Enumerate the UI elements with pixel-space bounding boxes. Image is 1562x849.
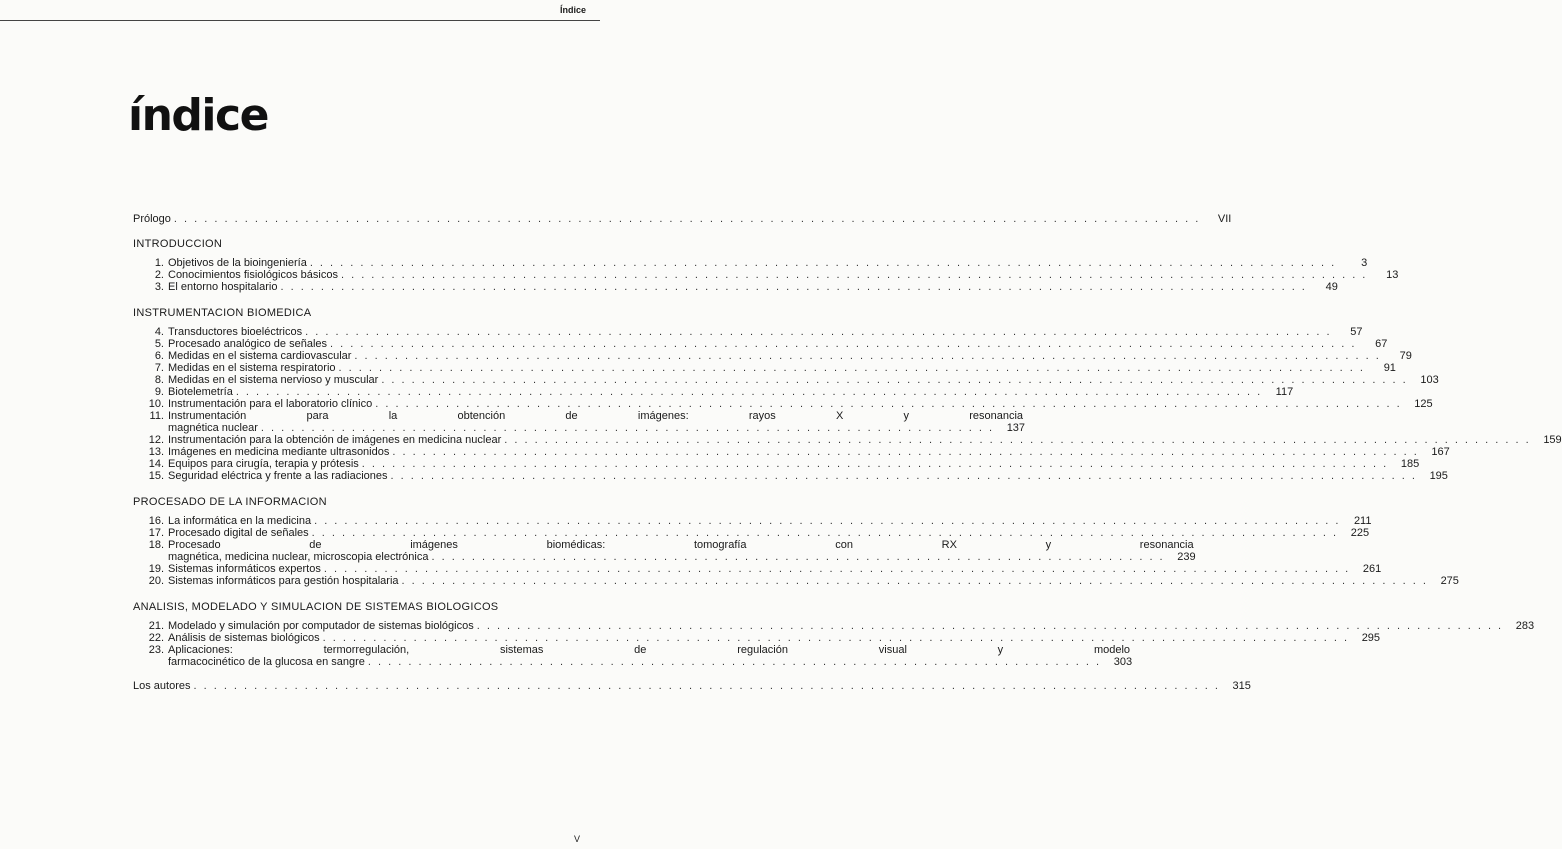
- dot-leader: [431, 551, 1164, 563]
- toc-entry[interactable]: [133, 410, 1026, 434]
- toc-page-number: 185: [1400, 458, 1420, 470]
- toc-entry-text: Sistemas informáticos para gestión hospitalaria: [168, 575, 399, 587]
- toc-entry-text: La informática en la medicina: [168, 515, 312, 527]
- toc-page-number: 225: [1350, 527, 1370, 539]
- toc-entry-number: 3.: [154, 281, 164, 293]
- toc-page-number: 125: [1414, 398, 1433, 410]
- toc-entry-text: Instrumentación para el laboratorio clínico: [168, 398, 373, 410]
- toc-entry-prologo[interactable]: [133, 213, 1232, 225]
- dot-leader: [310, 257, 1336, 269]
- dot-leader: [261, 422, 994, 434]
- toc-entry[interactable]: [133, 386, 1294, 398]
- dot-leader: [323, 632, 1349, 644]
- toc-entry[interactable]: [133, 563, 1382, 575]
- dot-leader: [477, 620, 1503, 632]
- toc-page-number: 49: [1325, 281, 1338, 293]
- dot-leader: [193, 680, 1219, 692]
- toc-page-number: 13: [1386, 269, 1399, 281]
- toc-entry[interactable]: [133, 458, 1420, 470]
- toc-entry-number: 11.: [149, 410, 164, 422]
- toc-page-number: 91: [1383, 362, 1396, 374]
- toc-entry-number: 9.: [154, 386, 164, 398]
- dot-leader: [312, 527, 1338, 539]
- toc-entry-text: Procesado digital de señales: [168, 527, 309, 539]
- toc-page-number: 261: [1362, 563, 1382, 575]
- toc-entry[interactable]: [133, 470, 1448, 482]
- toc-entry-autores[interactable]: [133, 680, 1251, 692]
- toc-entry-number: 19.: [148, 563, 164, 575]
- toc-entry-number: 23.: [148, 644, 164, 656]
- toc-entry-text-cont: farmacocinético de la glucosa en sangre: [168, 656, 365, 668]
- toc-page-number: 79: [1399, 350, 1412, 362]
- toc-entry-number: 6.: [154, 350, 164, 362]
- toc-entry[interactable]: [133, 374, 1439, 386]
- toc-entry-text-cont: magnética nuclear: [168, 422, 258, 434]
- footer-page-number: V: [573, 834, 580, 844]
- toc-entry-text: Procesado de imágenes biomédicas: tomografía con RX y resonancia: [168, 539, 1194, 551]
- section-heading-instrumentacion: INSTRUMENTACION BIOMEDICA: [133, 307, 312, 319]
- toc-page-number: 315: [1232, 680, 1251, 692]
- dot-leader: [362, 458, 1388, 470]
- dot-leader: [381, 374, 1407, 386]
- toc-entry-text: Sistemas informáticos expertos: [168, 563, 321, 575]
- toc-page-number: 117: [1275, 386, 1294, 398]
- toc-page-number: 159: [1543, 434, 1562, 446]
- toc-entry[interactable]: [133, 539, 1196, 563]
- toc-entry[interactable]: [133, 338, 1388, 350]
- dot-leader: [305, 326, 1331, 338]
- table-of-contents: [133, 213, 1562, 692]
- section-heading-procesado: PROCESADO DE LA INFORMACION: [133, 496, 327, 508]
- toc-entry-text-cont: magnética, medicina nuclear, microscopia electrónica: [168, 551, 429, 563]
- toc-entry-text: Seguridad eléctrica y frente a las radiaciones: [168, 470, 388, 482]
- section-introduccion-list: [133, 257, 1399, 293]
- toc-page-number: 3: [1361, 257, 1368, 269]
- toc-page-number: VII: [1217, 213, 1232, 225]
- toc-page-number: 283: [1515, 620, 1535, 632]
- toc-entry-text: Imágenes en medicina mediante ultrasonidos: [168, 446, 390, 458]
- dot-leader: [402, 575, 1428, 587]
- dot-leader: [280, 281, 1306, 293]
- dot-leader: [368, 656, 1101, 668]
- toc-entry-text: Aplicaciones: termorregulación, sistemas de regulación visual y modelo: [168, 644, 1131, 656]
- dot-leader: [174, 213, 1200, 225]
- toc-entry-number: 17.: [148, 527, 164, 539]
- toc-entry[interactable]: [133, 644, 1133, 668]
- toc-entry[interactable]: [133, 326, 1363, 338]
- toc-entry-text: Conocimientos fisiológicos básicos: [168, 269, 338, 281]
- toc-entry-number: 18.: [148, 539, 164, 551]
- toc-entry-number: 22.: [148, 632, 164, 644]
- toc-entry-text: Equipos para cirugía, terapia y prótesis: [168, 458, 359, 470]
- toc-entry-text: Los autores: [133, 680, 191, 692]
- toc-page-number: 195: [1429, 470, 1448, 482]
- toc-entry-text: Medidas en el sistema cardiovascular: [168, 350, 352, 362]
- toc-entry-text: Procesado analógico de señales: [168, 338, 328, 350]
- dot-leader: [375, 398, 1401, 410]
- toc-entry[interactable]: [133, 269, 1399, 281]
- toc-page-number: 275: [1440, 575, 1459, 587]
- toc-entry[interactable]: [133, 257, 1368, 269]
- toc-entry-number: 2.: [154, 269, 164, 281]
- toc-page-number: 211: [1353, 515, 1372, 527]
- toc-entry[interactable]: [133, 362, 1396, 374]
- toc-entry-number: 5.: [154, 338, 164, 350]
- running-head: Índice: [559, 5, 586, 15]
- dot-leader: [330, 338, 1356, 350]
- toc-entry-text: Prólogo: [133, 213, 171, 225]
- section-heading-introduccion: INTRODUCCION: [133, 238, 223, 250]
- toc-entry-number: 13.: [148, 446, 164, 458]
- toc-entry-number: 15.: [148, 470, 164, 482]
- toc-entry-text: El entorno hospitalario: [168, 281, 278, 293]
- toc-entry-number: 20.: [148, 575, 164, 587]
- toc-entry-text: Objetivos de la bioingeniería: [168, 257, 307, 269]
- section-procesado-list: [133, 515, 1459, 587]
- dot-leader: [339, 362, 1365, 374]
- toc-entry-text: Transductores bioeléctricos: [168, 326, 303, 338]
- toc-entry[interactable]: [133, 515, 1372, 527]
- toc-entry[interactable]: [133, 632, 1381, 644]
- toc-entry-number: 4.: [154, 326, 164, 338]
- dot-leader: [314, 515, 1340, 527]
- dot-leader: [324, 563, 1350, 575]
- toc-entry-text: Medidas en el sistema respiratorio: [168, 362, 336, 374]
- header-rule: [0, 20, 600, 21]
- toc-entry[interactable]: [133, 398, 1433, 410]
- toc-entry-text: Biotelemetría: [168, 386, 233, 398]
- toc-page-number: 167: [1431, 446, 1450, 458]
- toc-entry-text: Modelado y simulación por computador de sistemas biológicos: [168, 620, 474, 632]
- toc-entry-number: 14.: [148, 458, 164, 470]
- toc-entry[interactable]: [133, 434, 1562, 446]
- toc-entry[interactable]: [133, 620, 1535, 632]
- toc-page-number: 103: [1420, 374, 1439, 386]
- dot-leader: [354, 350, 1380, 362]
- toc-entry[interactable]: [133, 527, 1370, 539]
- toc-entry-text: Análisis de sistemas biológicos: [168, 632, 320, 644]
- section-instrumentacion-list: [133, 326, 1562, 482]
- toc-entry[interactable]: [133, 281, 1338, 293]
- toc-page-number: 295: [1361, 632, 1381, 644]
- toc-entry[interactable]: [133, 575, 1459, 587]
- toc-page-number: 67: [1375, 338, 1388, 350]
- toc-entry-text: Medidas en el sistema nervioso y muscular: [168, 374, 379, 386]
- toc-page-number: 137: [1006, 422, 1026, 434]
- toc-entry-number: 21.: [148, 620, 164, 632]
- toc-page-number: 303: [1113, 656, 1133, 668]
- toc-entry-text: Instrumentación para la obtención de imágenes en medicina nuclear: [168, 434, 502, 446]
- dot-leader: [341, 269, 1367, 281]
- toc-entry-number: 16.: [148, 515, 164, 527]
- dot-leader: [392, 446, 1418, 458]
- toc-entry-number: 1.: [154, 257, 164, 269]
- toc-page-number: 57: [1350, 326, 1363, 338]
- toc-page-number: 239: [1177, 551, 1196, 563]
- section-heading-analisis: ANALISIS, MODELADO Y SIMULACION DE SISTEMAS BIOLOGICOS: [133, 601, 499, 613]
- toc-entry-number: 10.: [148, 398, 164, 410]
- page-title: índice: [128, 90, 268, 141]
- dot-leader: [504, 434, 1530, 446]
- toc-entry-number: 7.: [154, 362, 164, 374]
- toc-entry[interactable]: [133, 446, 1450, 458]
- toc-entry[interactable]: [133, 350, 1412, 362]
- toc-entry-text: Instrumentación para la obtención de imágenes: rayos X y resonancia: [168, 410, 1024, 422]
- section-analisis-list: [133, 620, 1535, 668]
- dot-leader: [236, 386, 1262, 398]
- dot-leader: [391, 470, 1417, 482]
- toc-entry-number: 8.: [154, 374, 164, 386]
- toc-entry-number: 12.: [148, 434, 164, 446]
